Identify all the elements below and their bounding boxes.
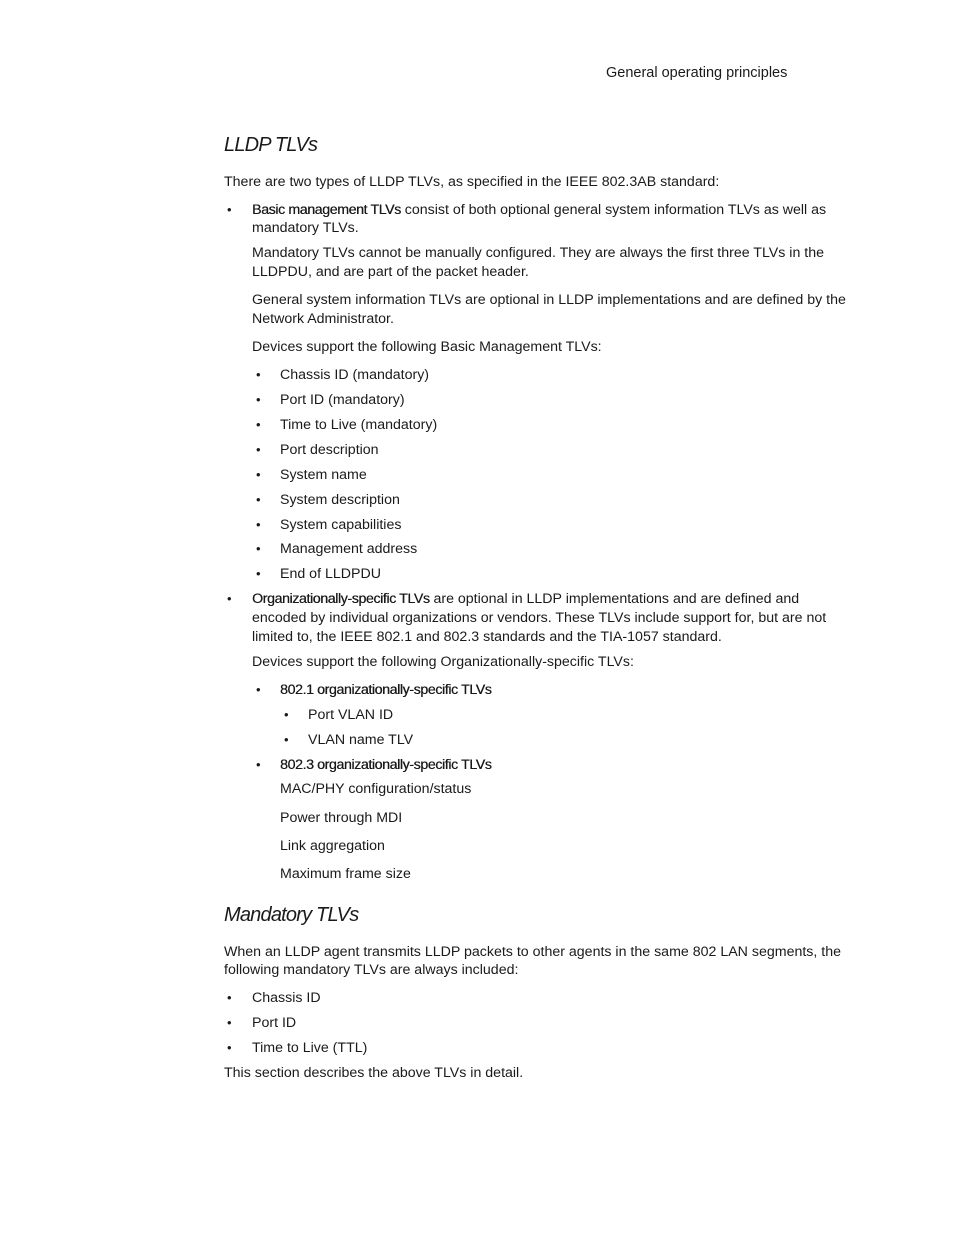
list-item: Time to Live (mandatory) xyxy=(280,417,438,433)
subheading-8021: 802.1 organizationally-specific TLVs xyxy=(280,682,492,698)
bullet-icon: • xyxy=(256,392,261,407)
list-item: MAC/PHY configuration/status xyxy=(280,781,472,797)
bullet-icon: • xyxy=(227,591,232,606)
basic-management-line1 xyxy=(252,201,826,220)
mandatory-note-line2: LLDPDU, and are part of the packet header. xyxy=(252,264,529,280)
section-heading-lldp-tlvs: LLDP TLVs xyxy=(224,134,318,156)
org-specific-term: Organizationally-specific TLVs xyxy=(252,591,430,607)
bullet-icon: • xyxy=(227,202,232,217)
closing-paragraph: This section describes the above TLVs in detail. xyxy=(224,1065,524,1081)
org-support-intro: Devices support the following Organizationally-specific TLVs: xyxy=(252,654,634,670)
bullet-icon: • xyxy=(284,732,289,747)
bullet-icon: • xyxy=(284,707,289,722)
bullet-icon: • xyxy=(256,467,261,482)
list-item: Chassis ID xyxy=(252,990,321,1006)
bullet-icon: • xyxy=(256,757,261,772)
list-item: Management address xyxy=(280,541,418,557)
bullet-icon: • xyxy=(256,682,261,697)
list-item: System description xyxy=(280,492,400,508)
bullet-icon: • xyxy=(256,417,261,432)
bullet-icon: • xyxy=(256,541,261,556)
general-info-line2: Network Administrator. xyxy=(252,311,394,327)
subheading-8023: 802.3 organizationally-specific TLVs xyxy=(280,757,492,773)
basic-management-line2: mandatory TLVs. xyxy=(252,220,359,236)
org-specific-line2: encoded by individual organizations or vendors. These TLVs include support for, but are not xyxy=(252,610,827,626)
list-item: Port VLAN ID xyxy=(308,707,394,723)
mandatory-note-line1: Mandatory TLVs cannot be manually configured. They are always the first three TLVs in the xyxy=(252,245,825,261)
list-item: VLAN name TLV xyxy=(308,732,414,748)
bullet-icon: • xyxy=(256,492,261,507)
section-heading-mandatory-tlvs: Mandatory TLVs xyxy=(224,904,359,926)
list-item: Chassis ID (mandatory) xyxy=(280,367,430,383)
list-item: Link aggregation xyxy=(280,838,385,854)
list-item: System name xyxy=(280,467,367,483)
mandatory-intro-line1: When an LLDP agent transmits LLDP packets to other agents in the same 802 LAN segments, the xyxy=(224,944,841,960)
list-item: System capabilities xyxy=(280,517,402,533)
list-item: Time to Live (TTL) xyxy=(252,1040,368,1056)
bullet-icon: • xyxy=(227,990,232,1005)
basic-management-term: Basic management TLVs xyxy=(252,202,401,218)
bullet-icon: • xyxy=(256,566,261,581)
org-specific-line1 xyxy=(252,590,799,609)
bullet-icon: • xyxy=(256,367,261,382)
mandatory-intro-line2: following mandatory TLVs are always included: xyxy=(224,962,519,978)
basic-management-line1-rest: consist of both optional general system information TLVs as well as xyxy=(400,202,827,218)
list-item: Port ID xyxy=(252,1015,297,1031)
intro-paragraph: There are two types of LLDP TLVs, as specified in the IEEE 802.3AB standard: xyxy=(224,174,720,190)
bullet-icon: • xyxy=(227,1015,232,1030)
general-info-line1: General system information TLVs are optional in LLDP implementations and are defined by the xyxy=(252,292,846,308)
list-item: Maximum frame size xyxy=(280,866,411,882)
org-specific-line1-rest: are optional in LLDP implementations and are defined and xyxy=(429,591,800,607)
list-item: Port description xyxy=(280,442,379,458)
list-item: Power through MDI xyxy=(280,810,403,826)
basic-support-intro: Devices support the following Basic Management TLVs: xyxy=(252,339,602,355)
bullet-icon: • xyxy=(256,517,261,532)
bullet-icon: • xyxy=(227,1040,232,1055)
list-item: End of LLDPDU xyxy=(280,566,381,582)
org-specific-line3: limited to, the IEEE 802.1 and 802.3 standards and the TIA-1057 standard. xyxy=(252,629,722,645)
list-item: Port ID (mandatory) xyxy=(280,392,405,408)
bullet-icon: • xyxy=(256,442,261,457)
running-header: General operating principles xyxy=(606,65,788,81)
